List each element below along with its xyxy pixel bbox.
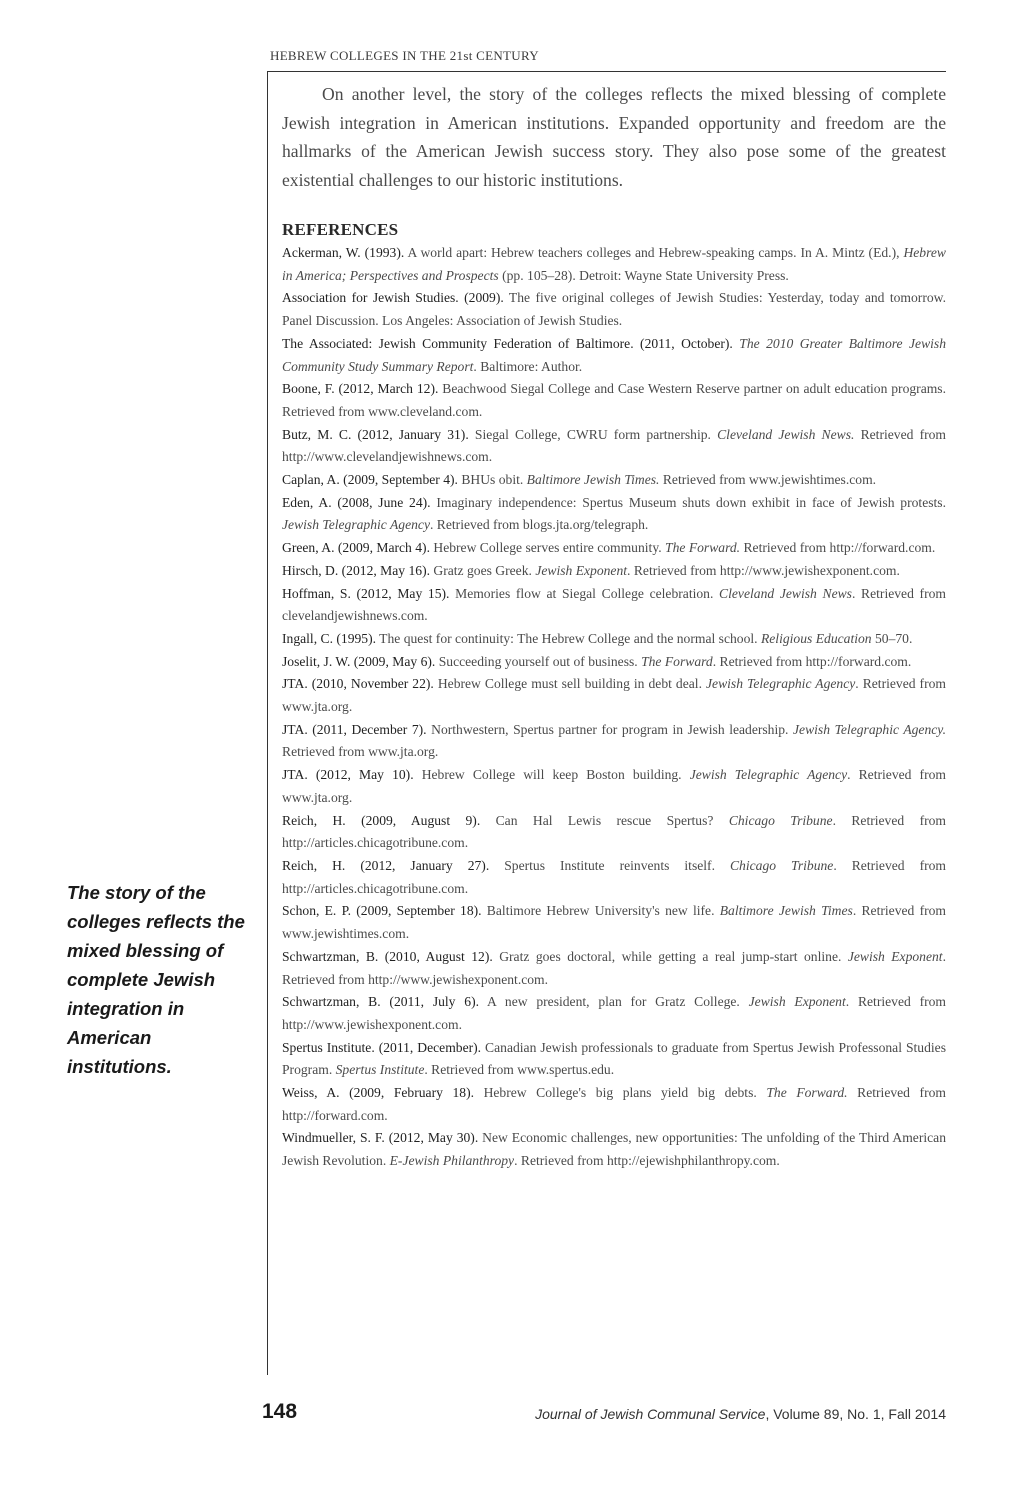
reference-author: Weiss, A. (2009, February 18). [282, 1085, 474, 1101]
reference-text: Memories flow at Siegal College celebration. [449, 585, 720, 601]
reference-text: Hebrew College must sell building in debt deal. [433, 676, 707, 692]
reference-entry [282, 651, 946, 674]
reference-author: Joselit, J. W. (2009, May 6). [282, 653, 436, 669]
reference-entry [282, 628, 946, 651]
reference-text: BHUs obit. [457, 472, 527, 488]
reference-source: Spertus Institute [335, 1062, 425, 1078]
reference-entry [282, 719, 946, 764]
reference-source: The Forward [641, 653, 713, 669]
reference-text-end: . Retrieved from www.jewishtimes.com. [282, 903, 946, 942]
reference-source: Baltimore Jewish Times [719, 903, 853, 919]
reference-text-end: . Retrieved from blogs.jta.org/telegraph. [430, 517, 649, 533]
reference-entry [282, 900, 946, 945]
main-column [282, 80, 946, 1173]
reference-text: Baltimore Hebrew University's new life. [481, 903, 720, 919]
reference-author: The Associated: Jewish Community Federation of Baltimore. (2011, October). [282, 335, 733, 351]
reference-source: E-Jewish Philanthropy [389, 1153, 515, 1169]
reference-author: Association for Jewish Studies. (2009). [282, 290, 504, 306]
reference-text: Hebrew College serves entire community. [429, 540, 666, 556]
reference-author: Windmueller, S. F. (2012, May 30). [282, 1130, 479, 1146]
reference-entry [282, 378, 946, 423]
pull-quote: The story of the colleges reflects the mixed blessing of complete Jewish integration in American institutions. [67, 882, 245, 1077]
reference-author: Ackerman, W. (1993). [282, 245, 405, 260]
reference-source: Jewish Exponent [748, 994, 846, 1010]
reference-text-end: . Retrieved from http://ejewishphilanthropy.com. [514, 1153, 780, 1169]
reference-entry [282, 855, 946, 900]
reference-text: Canadian Jewish professionals to graduate from Spertus Jewish Professonal Studies Program. [282, 1039, 946, 1078]
running-head: HEBREW COLLEGES IN THE 21st CENTURY [270, 48, 539, 63]
reference-author: JTA. (2011, December 7). [282, 721, 427, 737]
journal-issue: , Volume 89, No. 1, Fall 2014 [765, 1406, 946, 1422]
reference-text-end: Retrieved from http://forward.com. [282, 1085, 946, 1123]
reference-entry [282, 1127, 946, 1172]
reference-author: JTA. (2012, May 10). [282, 767, 414, 783]
reference-author: Reich, H. (2012, January 27). [282, 857, 490, 873]
reference-text: Siegal College, CWRU form partnership. [468, 426, 718, 442]
reference-author: Hoffman, S. (2012, May 15). [282, 585, 450, 601]
reference-source: Chicago Tribune [728, 812, 833, 828]
reference-source: Jewish Exponent [847, 948, 943, 964]
reference-text: Gratz goes Greek. [430, 562, 536, 578]
reference-source: Jewish Telegraphic Agency. [793, 721, 946, 737]
reference-text: The five original colleges of Jewish Studies: Yesterday, today and tomorrow. Panel Discussion. Los Angeles: Association of Jewish Studies. [282, 290, 946, 329]
reference-text-end: Retrieved from http://forward.com. [740, 540, 936, 556]
reference-text-end: . Retrieved from www.jta.org. [282, 767, 946, 805]
reference-text-end: . Retrieved from http://www.jewishexponent.com. [282, 994, 946, 1032]
reference-entry [282, 333, 946, 378]
reference-text-end: . Retrieved from www.jta.org. [282, 676, 946, 715]
header-rule [268, 71, 946, 72]
reference-text-end: . Retrieved from http://forward.com. [712, 653, 912, 669]
reference-author: Schwartzman, B. (2011, July 6). [282, 994, 479, 1010]
reference-entry [282, 287, 946, 332]
reference-source: Jewish Exponent [535, 562, 628, 578]
reference-text-end: 50–70. [871, 630, 913, 646]
reference-entry [282, 946, 946, 991]
reference-author: Ingall, C. (1995). [282, 630, 377, 646]
reference-text-end: Retrieved from www.jewishtimes.com. [659, 472, 877, 488]
references-heading: REFERENCES [282, 220, 399, 239]
reference-list [282, 242, 946, 1173]
reference-source: The 2010 Greater Baltimore Jewish Community Study Summary Report [282, 335, 946, 374]
reference-source: Jewish Telegraphic Agency [689, 767, 848, 783]
reference-author: Schon, E. P. (2009, September 18). [282, 903, 482, 919]
reference-source: Cleveland Jewish News. [717, 426, 855, 442]
reference-text: The quest for continuity: The Hebrew College and the normal school. [376, 630, 761, 646]
reference-text: A world apart: Hebrew teachers colleges and Hebrew-speaking camps. In A. Mintz (Ed.), [404, 245, 904, 260]
reference-text-end: . Retrieved from http://articles.chicagotribune.com. [282, 857, 947, 896]
reference-text: Northwestern, Spertus partner for program in Jewish leadership. [426, 721, 794, 737]
reference-text: Spertus Institute reinvents itself. [489, 857, 730, 873]
reference-entry [282, 991, 946, 1036]
reference-text-end: (pp. 105–28). Detroit: Wayne State University Press. [498, 267, 789, 283]
reference-entry [282, 469, 946, 492]
reference-source: Jewish Telegraphic Agency [282, 517, 430, 533]
reference-source: Religious Education [760, 630, 872, 646]
reference-text: Imaginary independence: Spertus Museum shuts down exhibit in face of Jewish protests. [430, 494, 946, 510]
reference-source: Hebrew in America; Perspectives and Prospects [282, 245, 946, 283]
reference-text-end: . Retrieved from clevelandjewishnews.com. [282, 585, 946, 624]
reference-source: Cleveland Jewish News [719, 585, 852, 601]
reference-text-end: Retrieved from http://www.clevelandjewishnews.com. [282, 426, 946, 465]
reference-author: Reich, H. (2009, August 9). [282, 812, 481, 828]
reference-text-end: Retrieved from www.jta.org. [282, 744, 439, 760]
reference-author: Hirsch, D. (2012, May 16). [282, 562, 430, 578]
reference-text: Gratz goes doctoral, while getting a real jump-start online. [492, 948, 848, 964]
reference-entry [282, 492, 946, 537]
reference-text: Hebrew College will keep Boston building. [413, 767, 690, 783]
reference-author: Green, A. (2009, March 4). [282, 540, 430, 556]
page-number: 148 [262, 1400, 298, 1423]
reference-text: New Economic challenges, new opportunities: The unfolding of the Third American Jewish Revolution. [282, 1130, 946, 1169]
reference-author: Boone, F. (2012, March 12). [282, 381, 439, 397]
reference-author: JTA. (2010, November 22). [282, 676, 434, 692]
footer-citation [535, 1406, 946, 1422]
reference-entry [282, 242, 946, 287]
reference-source: The Forward. [766, 1085, 848, 1101]
reference-entry [282, 560, 946, 583]
reference-author: Caplan, A. (2009, September 4). [282, 472, 458, 488]
reference-author: Butz, M. C. (2012, January 31). [282, 426, 469, 442]
reference-author: Eden, A. (2008, June 24). [282, 494, 431, 510]
intro-paragraph: On another level, the story of the colleges reflects the mixed blessing of complete Jewish integration in American institutions. Expanded opportunity and freedom are the hallmarks of the American Jewish success story. They also pose some of the greatest existential challenges to our historic institutions. [282, 84, 946, 190]
reference-source: The Forward. [665, 540, 741, 556]
reference-entry [282, 424, 946, 469]
reference-entry [282, 810, 946, 855]
reference-text-end: . Retrieved from www.spertus.edu. [424, 1062, 615, 1078]
reference-text-end: . Retrieved from http://articles.chicagotribune.com. [282, 812, 946, 851]
reference-source: Jewish Telegraphic Agency [706, 676, 856, 692]
column-rule [267, 71, 268, 1375]
reference-source: Baltimore Jewish Times. [526, 472, 660, 488]
reference-entry [282, 1082, 946, 1127]
reference-text: Can Hal Lewis rescue Spertus? [480, 812, 729, 828]
reference-author: Spertus Institute. (2011, December). [282, 1039, 482, 1055]
reference-author: Schwartzman, B. (2010, August 12). [282, 948, 493, 964]
reference-text: Hebrew College's big plans yield big debts. [474, 1085, 767, 1101]
reference-text-end: . Retrieved from http://www.jewishexponent.com. [282, 948, 946, 987]
reference-text: Succeeding yourself out of business. [435, 653, 642, 669]
reference-entry [282, 1037, 946, 1082]
reference-entry [282, 583, 946, 628]
reference-text: A new president, plan for Gratz College. [479, 994, 749, 1010]
reference-text-end: . Retrieved from http://www.jewishexponent.com. [627, 562, 900, 578]
reference-entry [282, 673, 946, 718]
reference-text-end: . Baltimore: Author. [473, 358, 583, 374]
reference-entry [282, 537, 946, 560]
reference-source: Chicago Tribune [729, 857, 834, 873]
reference-text: Beachwood Siegal College and Case Western Reserve partner on adult education programs. Retrieved from www.cleveland.com. [282, 381, 946, 419]
reference-entry [282, 764, 946, 809]
journal-title: Journal of Jewish Communal Service [535, 1406, 766, 1422]
